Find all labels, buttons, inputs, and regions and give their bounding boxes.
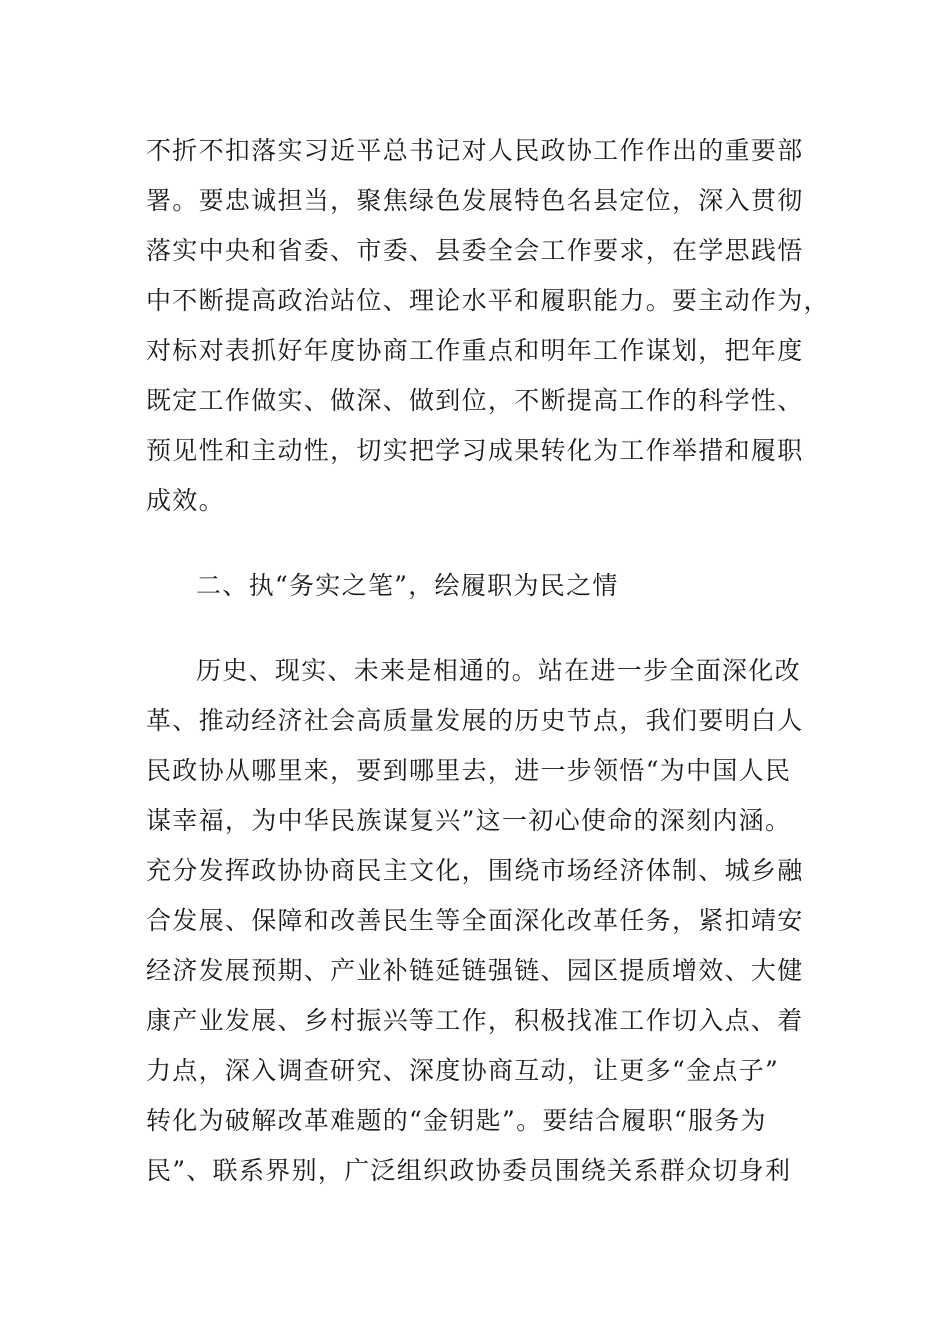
paragraph-2-line-7: 经济发展预期、产业补链延链强链、园区提质增效、大健 xyxy=(146,956,804,985)
paragraph-1-line-5: 对标对表抓好年度协商工作重点和明年工作谋划，把年度 xyxy=(146,336,804,365)
paragraph-2-line-11: 民”、联系界别，广泛组织政协委员围绕关系群众切身利 xyxy=(146,1156,792,1185)
paragraph-2-line-6: 合发展、保障和改善民生等全面深化改革任务，紧扣靖安 xyxy=(146,906,804,935)
paragraph-1-line-1: 不折不扣落实习近平总书记对人民政协工作作出的重要部 xyxy=(146,136,804,165)
paragraph-2-line-10: 转化为破解改革难题的“金钥匙”。要结合履职“服务为 xyxy=(146,1106,767,1135)
paragraph-2-line-5: 充分发挥政协协商民主文化，围绕市场经济体制、城乡融 xyxy=(146,856,804,885)
paragraph-1-line-7: 预见性和主动性，切实把学习成果转化为工作举措和履职 xyxy=(146,436,804,465)
paragraph-2-line-8: 康产业发展、乡村振兴等工作，积极找准工作切入点、着 xyxy=(146,1006,804,1035)
paragraph-1-line-4: 中不断提高政治站位、理论水平和履职能力。要主动作为， xyxy=(146,286,830,315)
paragraph-2-line-2: 革、推动经济社会高质量发展的历史节点，我们要明白人 xyxy=(146,706,804,735)
section-heading: 二、执“务实之笔”，绘履职为民之情 xyxy=(196,571,619,600)
paragraph-1-line-8: 成效。 xyxy=(146,486,225,515)
paragraph-2-line-4: 谋幸福，为中华民族谋复兴”这一初心使命的深刻内涵。 xyxy=(146,806,792,835)
paragraph-2-line-9: 力点，深入调查研究、深度协商互动，让更多“金点子” xyxy=(146,1056,780,1085)
paragraph-1-line-2: 署。要忠诚担当，聚焦绿色发展特色名县定位，深入贯彻 xyxy=(146,186,804,215)
paragraph-1-line-3: 落实中央和省委、市委、县委全会工作要求，在学思践悟 xyxy=(146,236,804,265)
paragraph-2-line-3: 民政协从哪里来，要到哪里去，进一步领悟“为中国人民 xyxy=(146,756,792,785)
paragraph-2-line-1: 历史、现实、未来是相通的。站在进一步全面深化改 xyxy=(196,656,801,685)
paragraph-1-line-6: 既定工作做实、做深、做到位，不断提高工作的科学性、 xyxy=(146,386,804,415)
